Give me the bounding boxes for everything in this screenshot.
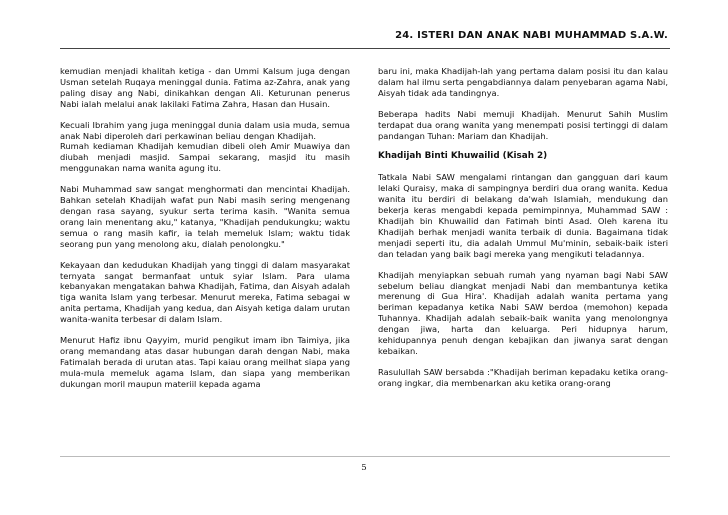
left-paragraph-2: Kecuali Ibrahim yang juga meninggal dunia dalam usia muda, semua anak Nabi diperoleh dari perkawinan beliau dengan Khadijah. bbox=[60, 119, 350, 141]
page-header-title: 24. ISTERI DAN ANAK NABI MUHAMMAD S.A.W. bbox=[395, 30, 668, 41]
right-paragraph-2: Beberapa hadits Nabi memuji Khadijah. Menurut Sahih Muslim terdapat dua orang wanita yang menempati posisi tertinggi di dalam pandangan Tuhan: Mariam dan Khadijah. bbox=[378, 108, 668, 141]
page-number: 5 bbox=[361, 463, 367, 473]
left-column bbox=[60, 66, 350, 400]
left-paragraph-6: Menurut Hafiz ibnu Qayyim, murid pengikut imam ibn Taimiya, jika orang memandang atas dasar hubungan darah dengan Nabi, maka Fatimalah berada di urutan atas. Tapi kaiau orang meilhat siapa yang mula-mula memeluk agama Islam, dan siapa yang memberikan dukungan moril maupun materiil kepada agama bbox=[60, 335, 350, 389]
left-paragraph-3: Rumah kediaman Khadijah kemudian dibeli oleh Amir Muawiya dan diubah menjadi masjid. Sampai sekarang, masjid itu masih menggunakan nama wanita agung itu. bbox=[60, 141, 350, 174]
right-paragraph-4: Khadijah menyiapkan sebuah rumah yang nyaman bagi Nabi SAW sebelum beliau diangkat menjadi Nabi dan membantunya ketika merenung di Gua Hira'. Khadijah adalah wanita pertama yang beriman kepadanya ketika Nabi SAW berdoa (memohon) kepada Tuhannya. Khadijah adalah sebaik-baik wanita yang menolongnya dengan jiwa, harta dan keluarga. Peri hidupnya harum, kehidupannya penuh dengan kebajikan dan jiwanya sarat dengan kebaikan. bbox=[378, 269, 668, 356]
footer-divider bbox=[60, 456, 670, 457]
right-column bbox=[378, 66, 668, 399]
header-divider bbox=[60, 48, 670, 49]
right-paragraph-3: Tatkala Nabi SAW mengalami rintangan dan gangguan dari kaum lelaki Quraisy, maka di sampingnya berdiri dua orang wanita. Kedua wanita itu berdiri di belakang da'wah Islamiah, mendukung dan bekerja keras mengabdi kepada pemimpinnya, Muhammad SAW : Khadijah bin Khuwailid dan Fatimah binti Asad. Oleh karena itu Khadijah berhak menjadi wanita terbaik di dunia. Bagaimana tidak menjadi seperti itu, dia adalah Ummul Mu'minin, sebaik-baik isteri dan teladan yang baik bagi mereka yang mengikuti teladannya. bbox=[378, 172, 668, 259]
left-paragraph-5: Kekayaan dan kedudukan Khadijah yang tinggi di dalam masyarakat ternyata sangat bermanfaat untuk syiar Islam. Para ulama kebanyakan mengatakan bahwa Khadijah, Fatima, dan Aisyah adalah tiga wanita Islam yang terbesar. Menurut mereka, Fatima sebagai w anita pertama, Khadijah yang kedua, dan Aisyah ketiga dalam urutan wanita-wanita terbesar di dalam Islam. bbox=[60, 259, 350, 325]
left-paragraph-4: Nabi Muhammad saw sangat menghormati dan mencintai Khadijah. Bahkan setelah Khadijah wafat pun Nabi masih sering mengenang dengan rasa sayang, syukur serta terima kasih. "Wanita semua orang lain menentang aku," katanya, "Khadijah pendukungku; waktu semua o rang masih kafir, ia telah memeluk Islam; waktu tidak seorang pun yang menolong aku, dialah penolongku." bbox=[60, 184, 350, 249]
left-paragraph-1: kemudian menjadi khalitah ketiga - dan Ummi Kalsum juga dengan Usman setelah Ruqaya meninggal dunia. Fatima az-Zahra, anak yang paling disay ang Nabi, dinikahkan dengan Ali. Keturunan penerus Nabi ialah melalui anak lakilaki Fatima Zahra, Hasan dan Husain. bbox=[60, 66, 350, 109]
section-subheading: Khadijah Binti Khuwailid (Kisah 2) bbox=[378, 151, 548, 162]
right-paragraph-5: Rasulullah SAW bersabda :"Khadijah beriman kepadaku ketika orang-orang ingkar, dia membenarkan aku ketika orang-orang bbox=[378, 366, 668, 388]
right-paragraph-1: baru ini, maka Khadijah-lah yang pertama dalam posisi itu dan kalau dalam hal ilmu serta pengabdiannya dalam penyebaran agama Nabi, Aisyah tidak ada tandingnya. bbox=[378, 66, 668, 98]
